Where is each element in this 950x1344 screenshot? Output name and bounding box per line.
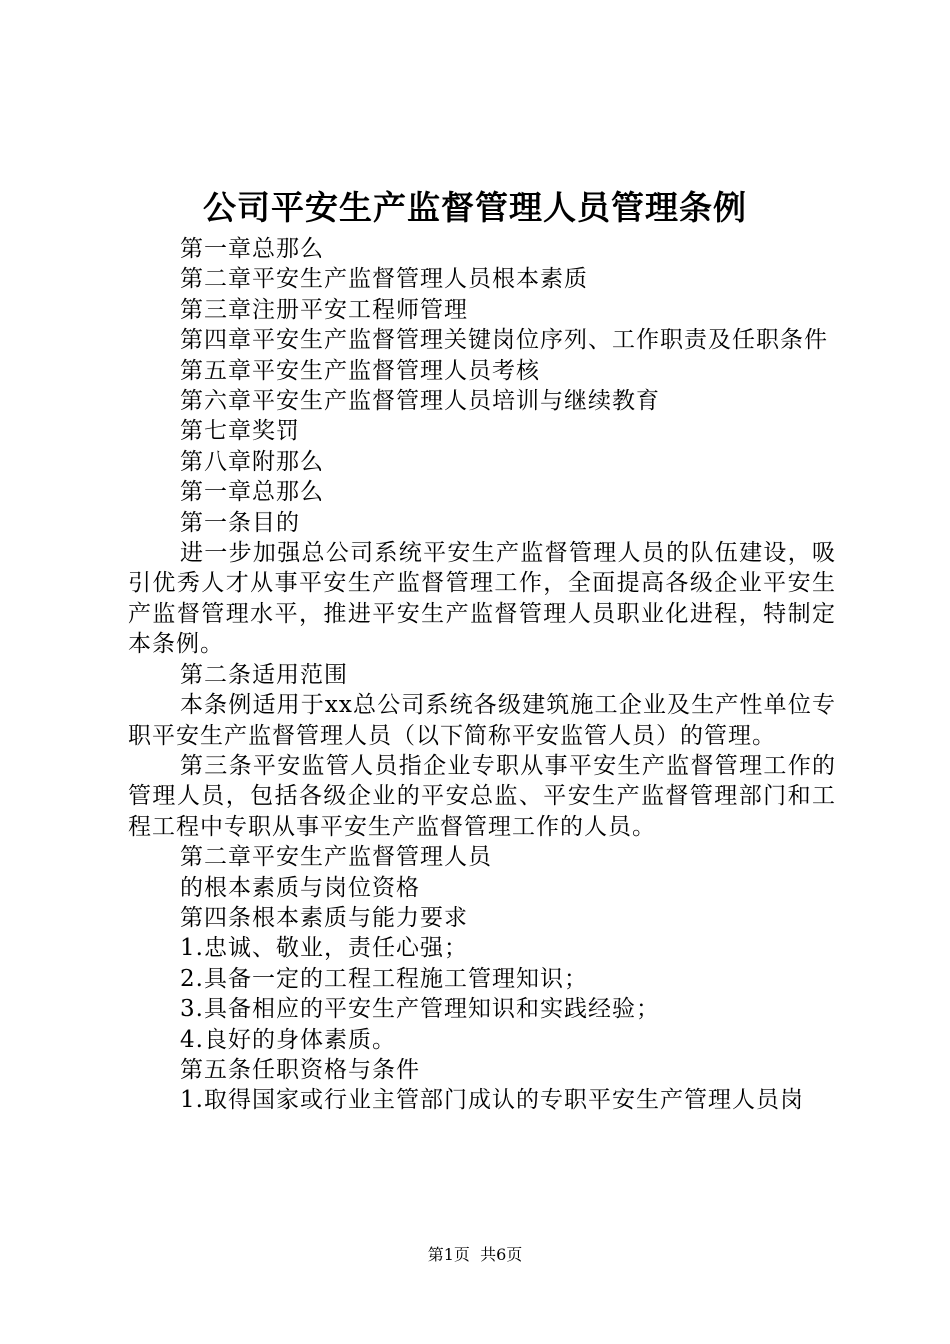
paragraph: 3.具备相应的平安生产管理知识和实践经验； (180, 996, 660, 1023)
paragraph: 第六章平安生产监督管理人员培训与继续教育 (180, 388, 660, 415)
paragraph: 第五章平安生产监督管理人员考核 (180, 357, 540, 384)
paragraph: 第一章总那么 (180, 236, 324, 262)
paragraph: 第七章奖罚 (180, 418, 300, 445)
document-title: 公司平安生产监督管理人员管理条例 (203, 188, 747, 227)
paragraph: 第四章平安生产监督管理关键岗位序列、工作职责及任职条件 (180, 327, 828, 354)
paragraph: 第三条平安监管人员指企业专职从事平安生产监督管理工作的管理人员，包括各级企业的平安总监、平安生产监督管理部门和工程工程中专职从事平安生产监督管理工作的人员。 (128, 752, 836, 840)
paragraph: 第一条目的 (180, 509, 300, 536)
paragraph: 的根本素质与岗位资格 (180, 874, 420, 901)
paragraph: 第四条根本素质与能力要求 (180, 904, 468, 931)
paragraph: 本条例适用于xx总公司系统各级建筑施工企业及生产性单位专职平安生产监督管理人员（以下简称平安监管人员）的管理。 (128, 692, 836, 749)
paragraph: 第一章总那么 (180, 479, 324, 506)
document-body (128, 234, 836, 1116)
paragraph: 1.取得国家或行业主管部门成认的专职平安生产管理人员岗 (180, 1087, 804, 1114)
page-footer: 第1页 共6页 (427, 1245, 523, 1264)
paragraph: 2.具备一定的工程工程施工管理知识； (180, 965, 588, 992)
paragraph: 第五条任职资格与条件 (180, 1056, 420, 1083)
paragraph: 4.良好的身体素质。 (180, 1026, 396, 1053)
paragraph: 第二条适用范围 (180, 661, 348, 688)
paragraph: 第二章平安生产监督管理人员 (180, 844, 492, 871)
paragraph: 进一步加强总公司系统平安生产监督管理人员的队伍建设，吸引优秀人才从事平安生产监督管理工作，全面提高各级企业平安生产监督管理水平，推进平安生产监督管理人员职业化进程，特制定本条例。 (128, 540, 836, 658)
paragraph: 1.忠诚、敬业，责任心强； (180, 935, 468, 962)
paragraph: 第二章平安生产监督管理人员根本素质 (180, 266, 588, 293)
paragraph: 第八章附那么 (180, 448, 324, 475)
paragraph: 第三章注册平安工程师管理 (180, 296, 468, 323)
